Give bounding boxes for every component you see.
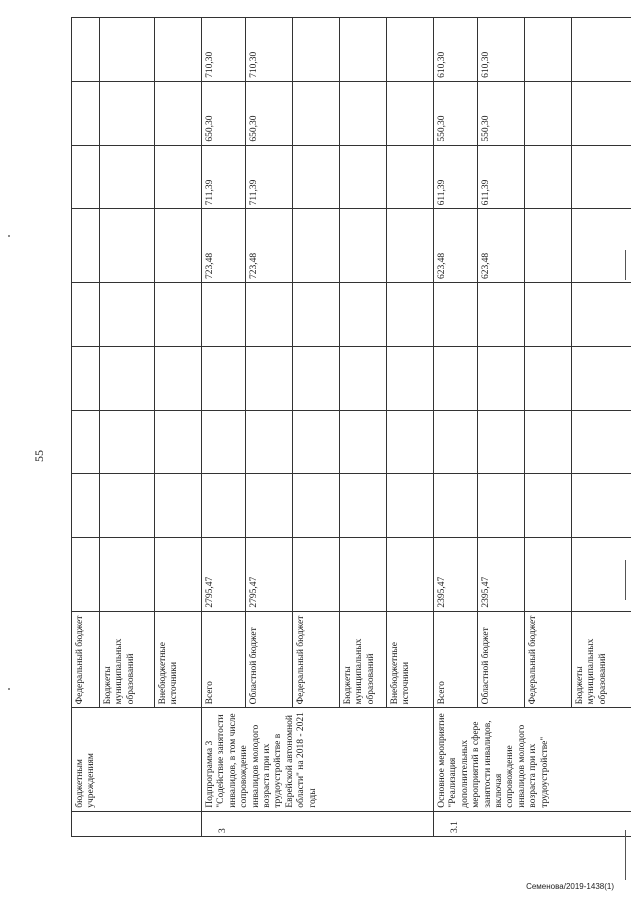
- cell-source: Бюджеты муниципальных образований: [340, 611, 387, 708]
- cell-value: [478, 283, 525, 347]
- scan-dot: [8, 688, 10, 690]
- cell-value: 723,48: [246, 209, 293, 283]
- cell-value: 550,30: [434, 81, 478, 145]
- cell-value: [100, 474, 155, 538]
- cell-value: [155, 410, 202, 474]
- cell-value: [434, 410, 478, 474]
- cell-value: [434, 474, 478, 538]
- cell-value: [387, 18, 434, 82]
- cell-value: 710,30: [246, 18, 293, 82]
- cell-value: [202, 346, 246, 410]
- budget-table-container: [71, 17, 631, 837]
- cell-value: [155, 538, 202, 612]
- cell-value: 611,39: [434, 145, 478, 209]
- cell-source: Внебюджетные источники: [387, 611, 434, 708]
- cell-value: [387, 283, 434, 347]
- budget-table: [71, 17, 631, 837]
- cell-value: [155, 18, 202, 82]
- cell-number: 3: [202, 811, 434, 836]
- cell-value: [72, 474, 100, 538]
- cell-value: [572, 474, 632, 538]
- cell-value: [100, 145, 155, 209]
- cell-value: [478, 474, 525, 538]
- cell-value: [293, 410, 340, 474]
- cell-value: [155, 209, 202, 283]
- cell-value: [293, 81, 340, 145]
- cell-value: [293, 538, 340, 612]
- cell-value: [100, 538, 155, 612]
- cell-value: [387, 346, 434, 410]
- scan-mark: [625, 560, 626, 600]
- cell-value: [72, 346, 100, 410]
- cell-value: [246, 410, 293, 474]
- cell-value: 623,48: [478, 209, 525, 283]
- cell-value: 623,48: [434, 209, 478, 283]
- cell-value: [72, 145, 100, 209]
- cell-name: Основное мероприятие "Реализация дополнительных мероприятий в сфере занятости инвалидов, включая сопровождение инвалидов молодого возраста при их трудоустройстве": [434, 708, 632, 811]
- cell-value: 611,39: [478, 145, 525, 209]
- cell-value: [155, 145, 202, 209]
- cell-value: [572, 538, 632, 612]
- document-code: Семенова/2019-1438(1): [526, 882, 614, 891]
- cell-value: [572, 81, 632, 145]
- cell-value: [293, 18, 340, 82]
- cell-number: 3.1: [434, 811, 632, 836]
- cell-value: [340, 346, 387, 410]
- cell-value: [434, 346, 478, 410]
- cell-source: Всего: [202, 611, 246, 708]
- cell-value: [387, 81, 434, 145]
- cell-value: [572, 410, 632, 474]
- cell-value: [387, 538, 434, 612]
- cell-value: 2395,47: [478, 538, 525, 612]
- cell-value: [72, 410, 100, 474]
- cell-value: [293, 209, 340, 283]
- cell-value: [525, 81, 572, 145]
- cell-value: [387, 410, 434, 474]
- cell-value: [387, 145, 434, 209]
- cell-value: [572, 18, 632, 82]
- cell-value: 2795,47: [246, 538, 293, 612]
- cell-value: [100, 209, 155, 283]
- cell-source: Федеральный бюджет: [72, 611, 100, 708]
- cell-value: [572, 346, 632, 410]
- cell-value: 711,39: [246, 145, 293, 209]
- cell-value: [434, 283, 478, 347]
- cell-value: [155, 474, 202, 538]
- cell-source: Всего: [434, 611, 478, 708]
- cell-value: [293, 283, 340, 347]
- cell-value: 650,30: [202, 81, 246, 145]
- cell-value: [387, 474, 434, 538]
- cell-value: [340, 410, 387, 474]
- cell-value: [72, 81, 100, 145]
- cell-value: [72, 283, 100, 347]
- cell-value: [246, 283, 293, 347]
- cell-value: [525, 283, 572, 347]
- cell-value: [100, 410, 155, 474]
- cell-source: Областной бюджет: [478, 611, 525, 708]
- cell-value: 610,30: [434, 18, 478, 82]
- cell-value: [525, 209, 572, 283]
- cell-value: [100, 18, 155, 82]
- cell-value: 610,30: [478, 18, 525, 82]
- cell-value: 650,30: [246, 81, 293, 145]
- cell-value: [478, 410, 525, 474]
- cell-value: 2395,47: [434, 538, 478, 612]
- cell-value: 723,48: [202, 209, 246, 283]
- scan-mark: [625, 830, 626, 880]
- cell-value: [525, 538, 572, 612]
- cell-value: [340, 209, 387, 283]
- cell-value: [525, 145, 572, 209]
- cell-value: [155, 346, 202, 410]
- cell-value: 711,39: [202, 145, 246, 209]
- cell-value: [340, 18, 387, 82]
- cell-value: [525, 410, 572, 474]
- rotated-sheet: [71, 17, 631, 837]
- cell-value: [100, 346, 155, 410]
- cell-value: [340, 283, 387, 347]
- scan-mark: [625, 250, 626, 280]
- cell-value: [340, 145, 387, 209]
- cell-value: [72, 18, 100, 82]
- cell-value: [478, 346, 525, 410]
- cell-value: [202, 283, 246, 347]
- cell-source: Бюджеты муниципальных образований: [572, 611, 632, 708]
- cell-value: [525, 346, 572, 410]
- cell-value: [100, 283, 155, 347]
- cell-value: [293, 346, 340, 410]
- cell-value: [246, 346, 293, 410]
- cell-value: [525, 18, 572, 82]
- cell-value: [155, 81, 202, 145]
- cell-value: [293, 145, 340, 209]
- cell-source: Федеральный бюджет: [293, 611, 340, 708]
- table-row: [202, 18, 246, 837]
- cell-number: [72, 811, 202, 836]
- cell-name: Подпрограмма 3 "Содействие занятости инвалидов, в том числе сопровождение инвалидов молодого возраста при их трудоустройстве в Еврейской автономной области" на 2018 - 2021 годы: [202, 708, 434, 811]
- cell-value: [387, 209, 434, 283]
- cell-value: [340, 538, 387, 612]
- cell-value: [100, 81, 155, 145]
- cell-value: [293, 474, 340, 538]
- cell-value: 710,30: [202, 18, 246, 82]
- cell-value: 2795,47: [202, 538, 246, 612]
- cell-value: [340, 81, 387, 145]
- cell-value: [72, 538, 100, 612]
- table-row: [434, 18, 478, 837]
- cell-value: [72, 209, 100, 283]
- cell-value: [155, 283, 202, 347]
- cell-value: [202, 474, 246, 538]
- table-row: [72, 18, 100, 837]
- cell-value: [246, 474, 293, 538]
- cell-value: [572, 145, 632, 209]
- cell-source: Бюджеты муниципальных образований: [100, 611, 155, 708]
- cell-value: 550,30: [478, 81, 525, 145]
- cell-value: [525, 474, 572, 538]
- cell-value: [340, 474, 387, 538]
- cell-value: [572, 209, 632, 283]
- cell-name: бюджетным учреждениям: [72, 708, 202, 811]
- cell-value: [202, 410, 246, 474]
- page-number: 55: [32, 450, 46, 462]
- cell-source: Федеральный бюджет: [525, 611, 572, 708]
- cell-source: Областной бюджет: [246, 611, 293, 708]
- cell-value: [572, 283, 632, 347]
- scan-dot: [8, 235, 10, 237]
- cell-source: Внебюджетные источники: [155, 611, 202, 708]
